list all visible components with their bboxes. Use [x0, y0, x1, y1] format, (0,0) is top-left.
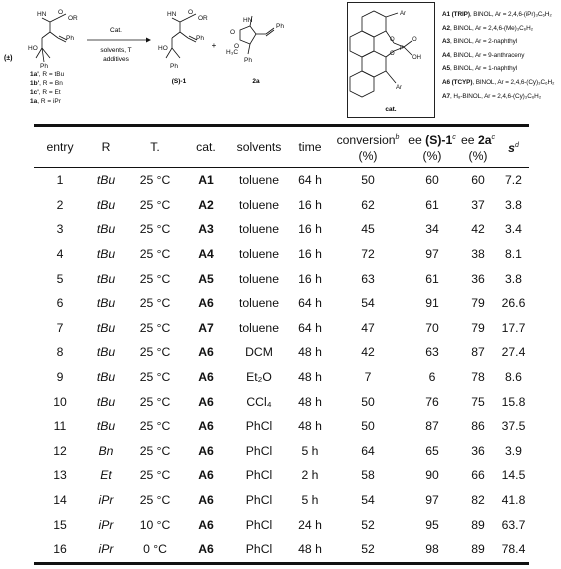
- cell-ee-2a: 66: [471, 468, 485, 483]
- table-row: [34, 389, 529, 414]
- product-2-label: 2a: [252, 78, 260, 85]
- cell-r: tBu: [96, 320, 116, 335]
- header-entry: entry: [46, 139, 74, 154]
- results-grid: [34, 127, 529, 167]
- cell-selectivity: 8.6: [505, 370, 522, 385]
- cell-r: Et: [100, 468, 112, 483]
- cell-time: 16 h: [298, 247, 322, 262]
- cell-selectivity: 37.5: [501, 419, 526, 434]
- cell-r: tBu: [96, 247, 116, 262]
- cell-ee-1: 76: [425, 394, 439, 409]
- cell-conversion: 52: [361, 542, 375, 557]
- cell-catalyst: A6: [198, 296, 214, 311]
- cell-conversion: 58: [361, 468, 375, 483]
- cell-time: 64 h: [298, 320, 322, 335]
- cell-ee-1: 34: [425, 222, 439, 237]
- product-2-atom-labels: [226, 17, 284, 64]
- catalyst-item: A1 (TRIP), BINOL, Ar = 2,4,6-(iPr)₃C₆H₂: [442, 11, 552, 18]
- cell-entry: 4: [56, 247, 64, 262]
- substrate-atom-labels: [28, 9, 78, 70]
- cell-time: 2 h: [301, 468, 319, 483]
- cell-ee-1: 70: [425, 320, 439, 335]
- cell-conversion: 72: [361, 247, 375, 262]
- cell-ee-1: 95: [425, 517, 439, 532]
- cell-entry: 16: [53, 542, 67, 557]
- cell-entry: 5: [56, 271, 64, 286]
- cell-temperature: 0 °C: [143, 542, 167, 557]
- cell-time: 48 h: [298, 345, 322, 360]
- cell-time: 16 h: [298, 197, 322, 212]
- table-row: [34, 537, 529, 562]
- cell-entry: 3: [56, 222, 64, 237]
- results-table: [34, 124, 529, 565]
- cell-selectivity: 3.9: [505, 443, 522, 458]
- cell-solvent: toluene: [239, 173, 279, 188]
- cell-ee-1: 61: [425, 197, 439, 212]
- svg-text:HN: HN: [243, 17, 253, 24]
- cell-catalyst: A6: [198, 493, 214, 508]
- header-time: time: [298, 139, 322, 154]
- cell-ee-1: 97: [425, 493, 439, 508]
- cell-selectivity: 14.5: [501, 468, 526, 483]
- cell-r: tBu: [96, 271, 116, 286]
- cell-ee-1: 61: [425, 271, 439, 286]
- cell-time: 64 h: [298, 173, 322, 188]
- cell-time: 48 h: [298, 542, 322, 557]
- table-row: [34, 168, 529, 193]
- cell-time: 16 h: [298, 271, 322, 286]
- table-row: [34, 463, 529, 488]
- cell-ee-2a: 79: [471, 296, 485, 311]
- substrate-item: 1b', R = Bn: [30, 80, 63, 87]
- cell-ee-2a: 89: [471, 517, 485, 532]
- catalyst-item: A3, BINOL, Ar = 2-naphthyl: [442, 38, 518, 46]
- cell-temperature: 10 °C: [139, 517, 171, 532]
- reaction-arrow: [87, 27, 151, 63]
- cell-catalyst: A6: [198, 468, 214, 483]
- cell-temperature: 25 °C: [139, 370, 171, 385]
- cell-solvent: PhCl: [245, 517, 273, 532]
- cell-ee-1: 6: [428, 370, 436, 385]
- table-bottom-rule: [34, 562, 529, 565]
- cell-catalyst: A6: [198, 443, 214, 458]
- table-row: [34, 365, 529, 390]
- cell-solvent: PhCl: [245, 419, 273, 434]
- cell-ee-2a: 89: [471, 542, 485, 557]
- product-1-atom-labels: [158, 9, 208, 70]
- cell-catalyst: A6: [198, 542, 214, 557]
- cell-selectivity: 7.2: [505, 173, 522, 188]
- cell-solvent: toluene: [239, 247, 279, 262]
- cell-r: tBu: [96, 222, 116, 237]
- svg-text:O: O: [390, 51, 395, 57]
- cell-entry: 8: [56, 345, 64, 360]
- table-row: [34, 316, 529, 341]
- substrate-list: [30, 70, 64, 106]
- cell-catalyst: A2: [198, 197, 214, 212]
- svg-text:O: O: [188, 9, 194, 16]
- results-body: [34, 168, 529, 562]
- svg-text:HN: HN: [37, 11, 47, 18]
- svg-text:Ph: Ph: [66, 35, 74, 42]
- cell-entry: 1: [56, 173, 64, 188]
- catalyst-item: A4, BINOL, Ar = 9-anthraceny: [442, 51, 525, 59]
- cell-ee-2a: 36: [471, 271, 485, 286]
- cell-ee-1: 63: [425, 345, 439, 360]
- cell-r: iPr: [98, 542, 114, 557]
- cell-time: 16 h: [298, 222, 322, 237]
- svg-text:OR: OR: [68, 15, 78, 22]
- cell-selectivity: 63.7: [501, 517, 526, 532]
- catalyst-item: A6 (TCYP), BINOL, Ar = 2,4,6-(Cy)₃C₆H₂: [442, 78, 555, 86]
- cell-r: tBu: [96, 296, 116, 311]
- cell-solvent: DCM: [245, 345, 273, 360]
- cell-solvent: toluene: [239, 271, 279, 286]
- cell-conversion: 47: [361, 320, 375, 335]
- svg-text:HN: HN: [167, 11, 177, 18]
- svg-text:Ar: Ar: [400, 11, 406, 17]
- cell-temperature: 25 °C: [139, 320, 171, 335]
- product-1-structure: [166, 14, 197, 58]
- cell-catalyst: A7: [198, 320, 214, 335]
- arrow-bottom-text-1: solvents, T: [100, 47, 132, 54]
- cell-ee-2a: 60: [471, 173, 485, 188]
- svg-text:O: O: [234, 43, 240, 50]
- cell-entry: 13: [53, 468, 67, 483]
- substrate-item: 1c', R = Et: [30, 89, 61, 96]
- product-1-label: (S)-1: [171, 78, 187, 85]
- cell-solvent: toluene: [239, 320, 279, 335]
- cell-selectivity: 3.4: [505, 222, 522, 237]
- table-row: [34, 439, 529, 464]
- table-row: [34, 266, 529, 291]
- cell-entry: 9: [56, 370, 64, 385]
- cell-solvent: toluene: [239, 197, 279, 212]
- cell-catalyst: A4: [198, 247, 214, 262]
- cell-temperature: 25 °C: [139, 394, 171, 409]
- cell-conversion: 42: [361, 345, 375, 360]
- svg-text:O: O: [58, 9, 64, 16]
- cell-ee-2a: 82: [471, 493, 485, 508]
- table-row: [34, 512, 529, 537]
- cell-selectivity: 78.4: [501, 542, 526, 557]
- cell-entry: 6: [56, 296, 64, 311]
- svg-text:HO: HO: [158, 45, 168, 52]
- cell-conversion: 45: [361, 222, 375, 237]
- cell-conversion: 52: [361, 517, 375, 532]
- cell-r: tBu: [96, 394, 116, 409]
- svg-text:H₃C: H₃C: [226, 49, 239, 56]
- cell-entry: 10: [53, 394, 67, 409]
- svg-text:O: O: [390, 37, 395, 43]
- catalyst-item: A5, BINOL, Ar = 1-naphthyl: [442, 65, 518, 73]
- catalyst-box-label: cat.: [385, 106, 397, 113]
- cell-solvent: Et₂O: [246, 370, 272, 385]
- cell-ee-2a: 75: [471, 394, 485, 409]
- cell-catalyst: A1: [198, 173, 214, 188]
- cell-solvent: CCl₄: [246, 394, 272, 409]
- header-temperature: T.: [150, 139, 160, 154]
- cell-conversion: 7: [364, 370, 372, 385]
- cell-conversion: 50: [361, 394, 375, 409]
- cell-solvent: toluene: [239, 222, 279, 237]
- cell-time: 48 h: [298, 370, 322, 385]
- cell-ee-2a: 78: [471, 370, 485, 385]
- cell-entry: 7: [56, 320, 64, 335]
- cell-catalyst: A6: [198, 419, 214, 434]
- cell-temperature: 25 °C: [139, 222, 171, 237]
- catalyst-item: A7, H₈-BINOL, Ar = 2,4,6-(Cy)₃C₆H₂: [442, 92, 542, 100]
- cell-selectivity: 15.8: [501, 394, 526, 409]
- cell-ee-1: 97: [425, 247, 439, 262]
- cell-solvent: PhCl: [245, 443, 273, 458]
- svg-text:O: O: [412, 37, 417, 43]
- header-conversion: conversion$^b$ (%): [336, 133, 400, 163]
- cell-time: 24 h: [298, 517, 322, 532]
- svg-text:Ar: Ar: [396, 85, 402, 91]
- cell-time: 48 h: [298, 419, 322, 434]
- cell-catalyst: A6: [198, 394, 214, 409]
- cell-conversion: 54: [361, 296, 375, 311]
- cell-conversion: 50: [361, 419, 375, 434]
- svg-text:Ph: Ph: [196, 35, 204, 42]
- arrow-bottom-text-2: additives: [103, 56, 129, 63]
- catalyst-structure: [348, 3, 434, 117]
- cell-selectivity: 41.8: [501, 493, 526, 508]
- header-solvents: solvents: [236, 139, 282, 154]
- cell-r: iPr: [98, 517, 114, 532]
- cell-entry: 15: [53, 517, 67, 532]
- cell-selectivity: 3.8: [505, 197, 522, 212]
- cell-entry: 14: [53, 493, 67, 508]
- cell-r: tBu: [96, 345, 116, 360]
- cell-conversion: 54: [361, 493, 375, 508]
- cell-temperature: 25 °C: [139, 345, 171, 360]
- table-row: [34, 414, 529, 439]
- cell-catalyst: A6: [198, 345, 214, 360]
- cell-ee-2a: 38: [471, 247, 485, 262]
- cell-entry: 11: [53, 419, 67, 434]
- svg-text:P: P: [400, 46, 405, 52]
- cell-ee-2a: 79: [471, 320, 485, 335]
- cell-entry: 12: [53, 443, 67, 458]
- svg-text:Ph: Ph: [40, 63, 48, 70]
- cell-temperature: 25 °C: [139, 468, 171, 483]
- cell-solvent: PhCl: [245, 542, 273, 557]
- cell-temperature: 25 °C: [139, 419, 171, 434]
- cell-ee-1: 90: [425, 468, 439, 483]
- table-row: [34, 488, 529, 513]
- cell-temperature: 25 °C: [139, 493, 171, 508]
- cell-selectivity: 3.8: [505, 271, 522, 286]
- table-row: [34, 217, 529, 242]
- cell-temperature: 25 °C: [139, 197, 171, 212]
- cell-time: 5 h: [301, 493, 319, 508]
- cell-r: tBu: [96, 419, 116, 434]
- substrate-structure: [36, 14, 67, 62]
- cell-r: tBu: [96, 197, 116, 212]
- cell-ee-2a: 86: [471, 419, 485, 434]
- table-row: [34, 340, 529, 365]
- cell-entry: 2: [56, 197, 64, 212]
- cell-ee-1: 60: [425, 173, 439, 188]
- cell-temperature: 25 °C: [139, 271, 171, 286]
- cell-ee-2a: 42: [471, 222, 485, 237]
- cell-ee-2a: 37: [471, 197, 485, 212]
- svg-text:O: O: [230, 29, 236, 36]
- table-row: [34, 291, 529, 316]
- cell-catalyst: A6: [198, 370, 214, 385]
- cell-time: 64 h: [298, 296, 322, 311]
- cell-temperature: 25 °C: [139, 247, 171, 262]
- cell-catalyst: A5: [198, 271, 214, 286]
- cell-r: iPr: [98, 493, 114, 508]
- svg-text:HO: HO: [28, 45, 38, 52]
- cell-selectivity: 17.7: [501, 320, 526, 335]
- svg-text:Ph: Ph: [170, 63, 178, 70]
- cell-conversion: 50: [361, 173, 375, 188]
- cell-catalyst: A3: [198, 222, 214, 237]
- svg-text:OR: OR: [198, 15, 208, 22]
- racemic-marker: (±): [4, 55, 13, 62]
- cell-time: 48 h: [298, 394, 322, 409]
- substrate-item: 1a, R = iPr: [30, 98, 61, 105]
- cell-r: tBu: [96, 370, 116, 385]
- cell-r: Bn: [98, 443, 114, 458]
- plus-sign: +: [211, 41, 217, 50]
- table-row: [34, 242, 529, 267]
- cell-selectivity: 27.4: [501, 345, 526, 360]
- cell-temperature: 25 °C: [139, 173, 171, 188]
- cell-solvent: PhCl: [245, 493, 273, 508]
- cell-ee-1: 91: [425, 296, 439, 311]
- cell-selectivity: 26.6: [501, 296, 526, 311]
- header-selectivity: $s^d$: [508, 141, 519, 156]
- header-r: R: [101, 139, 111, 154]
- cell-temperature: 25 °C: [139, 296, 171, 311]
- arrow-top-text: Cat.: [110, 27, 122, 34]
- cell-ee-1: 65: [425, 443, 439, 458]
- cell-solvent: toluene: [239, 296, 279, 311]
- reaction-scheme: [0, 0, 561, 140]
- cell-ee-1: 87: [425, 419, 439, 434]
- cell-ee-2a: 87: [471, 345, 485, 360]
- cell-selectivity: 8.1: [505, 247, 522, 262]
- cell-conversion: 63: [361, 271, 375, 286]
- cell-conversion: 64: [361, 443, 375, 458]
- header-ee-2a: ee $2a^c$ (%): [460, 133, 495, 163]
- cell-temperature: 25 °C: [139, 443, 171, 458]
- cell-ee-2a: 36: [471, 443, 485, 458]
- cell-r: tBu: [96, 173, 116, 188]
- svg-text:Ph: Ph: [244, 57, 252, 64]
- cell-catalyst: A6: [198, 517, 214, 532]
- substrate-item: 1a', R = tBu: [30, 71, 65, 78]
- catalyst-box: [347, 2, 435, 118]
- header-ee-1: ee (S)-1$^c$ (%): [408, 133, 456, 163]
- cell-solvent: PhCl: [245, 468, 273, 483]
- cell-time: 5 h: [301, 443, 319, 458]
- svg-text:Ph: Ph: [276, 23, 284, 30]
- catalyst-item: A2, BINOL, Ar = 2,4,6-(Me)₃C₆H₂: [442, 24, 534, 32]
- cell-conversion: 62: [361, 197, 375, 212]
- catalyst-list: [442, 8, 560, 103]
- table-header-row: [34, 127, 529, 167]
- cell-ee-1: 98: [425, 542, 439, 557]
- table-row: [34, 193, 529, 218]
- svg-text:OH: OH: [412, 55, 421, 61]
- header-catalyst: cat.: [196, 139, 216, 154]
